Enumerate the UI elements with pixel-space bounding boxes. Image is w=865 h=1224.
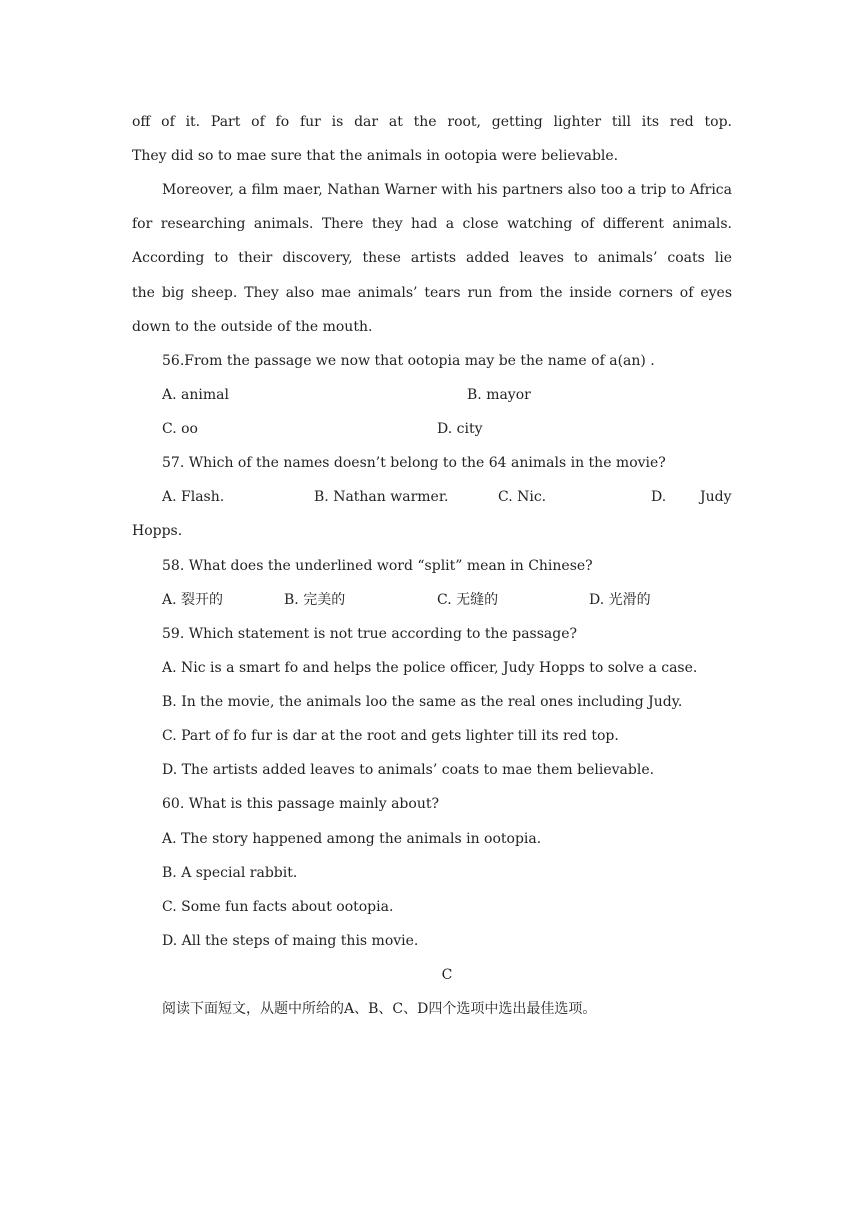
passage-line: off of it. Part of fo fur is dar at the root, getting lighter till its red top. xyxy=(132,114,732,130)
question-58-option-c: C. 无缝的 xyxy=(437,592,499,608)
question-58-option-d: D. 光滑的 xyxy=(589,592,651,608)
question-58-stem: 58. What does the underlined word “split” mean in Chinese? xyxy=(162,558,593,574)
question-57-stem: 57. Which of the names doesn’t belong to the 64 animals in the movie? xyxy=(162,455,666,471)
question-60-option-a: A. The story happened among the animals in ootopia. xyxy=(162,831,542,847)
question-56-option-b: B. mayor xyxy=(467,387,531,403)
passage-line: the big sheep. They also mae animals’ tears run from the inside corners of eyes xyxy=(132,285,732,301)
question-57-option-d-text-wrap: Hopps. xyxy=(132,523,183,539)
question-56-option-c: C. oo xyxy=(162,421,198,437)
passage-line: According to their discovery, these artists added leaves to animals’ coats lie xyxy=(132,250,732,266)
question-56-option-d: D. city xyxy=(437,421,483,437)
question-56-option-a: A. animal xyxy=(162,387,229,403)
question-59-option-d: D. The artists added leaves to animals’ coats to mae them believable. xyxy=(162,762,655,778)
question-60-option-c: C. Some fun facts about ootopia. xyxy=(162,899,394,915)
question-59-option-c: C. Part of fo fur is dar at the root and gets lighter till its red top. xyxy=(162,728,619,744)
question-60-option-b: B. A special rabbit. xyxy=(162,865,298,881)
question-59-option-b: B. In the movie, the animals loo the same as the real ones including Judy. xyxy=(162,694,683,710)
passage-line: They did so to mae sure that the animals in ootopia were believable. xyxy=(132,148,619,164)
question-57-option-d-text: Judy xyxy=(700,489,732,505)
section-heading: C xyxy=(441,967,453,983)
passage-line: down to the outside of the mouth. xyxy=(132,319,373,335)
question-58-option-b: B. 完美的 xyxy=(284,592,346,608)
question-57-option-a: A. Flash. xyxy=(162,489,225,505)
question-60-option-d: D. All the steps of maing this movie. xyxy=(162,933,419,949)
question-60-stem: 60. What is this passage mainly about? xyxy=(162,796,439,812)
question-57-option-b: B. Nathan warmer. xyxy=(314,489,449,505)
question-58-option-a: A. 裂开的 xyxy=(162,592,224,608)
passage-paragraph-start: Moreover, a film maer, Nathan Warner with his partners also too a trip to Africa xyxy=(162,182,732,198)
question-59-stem: 59. Which statement is not true according to the passage? xyxy=(162,626,578,642)
question-59-option-a: A. Nic is a smart fo and helps the police officer, Judy Hopps to solve a case. xyxy=(162,660,698,676)
question-56-stem: 56.From the passage we now that ootopia may be the name of a(an) . xyxy=(162,353,655,369)
section-instruction: 阅读下面短文，从题中所给的A、B、C、D四个选项中选出最佳选项。 xyxy=(162,1001,597,1017)
question-57-option-d: D. xyxy=(651,489,667,505)
passage-line: for researching animals. There they had a close watching of different animals. xyxy=(132,216,732,232)
question-57-option-c: C. Nic. xyxy=(498,489,547,505)
